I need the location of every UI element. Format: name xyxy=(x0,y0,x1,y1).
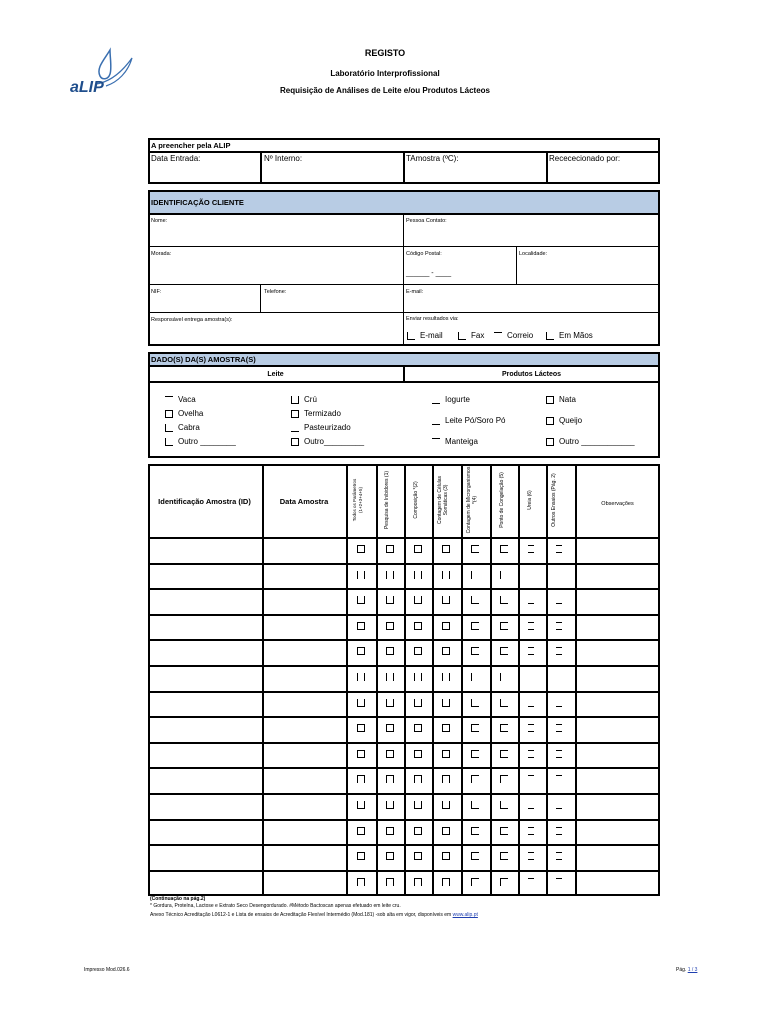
checkbox-icon[interactable] xyxy=(357,622,365,630)
table-row[interactable] xyxy=(148,844,660,870)
numero-interno-field[interactable]: Nº Interno: xyxy=(264,154,303,163)
checkbox-icon[interactable] xyxy=(458,332,466,340)
via-em-maos-option[interactable]: Em Mãos xyxy=(546,331,593,341)
checkbox-icon[interactable] xyxy=(357,571,365,579)
checkbox-icon[interactable] xyxy=(414,699,422,707)
checkbox-icon[interactable] xyxy=(556,596,562,604)
checkbox-icon[interactable] xyxy=(471,647,479,655)
table-row[interactable] xyxy=(148,614,660,640)
checkbox-icon[interactable] xyxy=(386,801,394,809)
checkbox-icon[interactable] xyxy=(528,622,534,630)
header-microrganismos: Contagem de Microrganismos *(4) xyxy=(466,466,478,534)
checkbox-icon[interactable] xyxy=(357,724,365,732)
checkbox-icon[interactable] xyxy=(357,647,365,655)
table-row[interactable] xyxy=(148,716,660,742)
checkbox-icon[interactable] xyxy=(442,724,450,732)
footnote-accreditation: Anexo Técnico Acreditação L0612-1 e Lista de ensaios de Acreditação Flexível Intermédio (Mod.181) -sob alta em vigor, disponíveis em www.alip.pt xyxy=(150,912,478,918)
lab-name: Laboratório Interprofissional xyxy=(330,69,440,78)
produtos-lacteos-header: Produtos Lácteos xyxy=(501,371,562,378)
checkbox-icon[interactable] xyxy=(442,596,450,604)
checkbox-icon[interactable] xyxy=(556,647,562,655)
localidade-field[interactable]: Localidade: xyxy=(519,251,548,257)
checkbox-icon[interactable] xyxy=(500,775,508,783)
col-data-amostra-header: Data Amostra xyxy=(279,497,329,506)
checkbox-icon[interactable] xyxy=(442,852,450,860)
checkbox-icon[interactable] xyxy=(528,827,534,835)
checkbox-icon[interactable] xyxy=(357,801,365,809)
checkbox-icon[interactable] xyxy=(414,852,422,860)
data-entrada-field[interactable]: Data Entrada: xyxy=(151,154,201,163)
checkbox-icon[interactable] xyxy=(556,775,562,783)
header-todos-parametros: Todos os Parâmetros (1+2+3+4+5) xyxy=(352,478,363,522)
checkbox-icon[interactable] xyxy=(500,545,508,553)
document-title: REGISTO xyxy=(364,48,406,58)
checkbox-icon[interactable] xyxy=(407,332,415,340)
via-fax-option[interactable]: Fax xyxy=(458,331,484,341)
checkbox-icon[interactable] xyxy=(386,852,394,860)
checkbox-icon[interactable] xyxy=(386,878,394,886)
checkbox-icon[interactable] xyxy=(528,596,534,604)
checkbox-icon[interactable] xyxy=(165,396,173,404)
leite-outro-option[interactable]: Outro ________ xyxy=(165,437,236,447)
checkbox-icon[interactable] xyxy=(471,852,479,860)
checkbox-icon[interactable] xyxy=(528,545,534,553)
header-celulas-somaticas: Contagem de Células Somáticas (3) xyxy=(437,475,449,525)
table-row[interactable] xyxy=(148,742,660,768)
temperatura-amostra-field[interactable]: TAmostra (ºC): xyxy=(406,154,459,163)
checkbox-icon[interactable] xyxy=(165,438,173,446)
checkbox-icon[interactable] xyxy=(471,827,479,835)
checkbox-icon[interactable] xyxy=(500,878,508,886)
alip-section-title: A preencher pela ALIP xyxy=(151,141,231,150)
logo-text: aLIP xyxy=(70,79,104,96)
checkbox-icon[interactable] xyxy=(471,545,479,553)
recepcionado-por-field[interactable]: Recececionado por: xyxy=(549,154,621,163)
table-row[interactable] xyxy=(148,537,660,563)
col-observacoes-header: Observações xyxy=(601,501,634,507)
checkbox-icon[interactable] xyxy=(442,750,450,758)
checkbox-icon[interactable] xyxy=(528,647,534,655)
checkbox-icon[interactable] xyxy=(414,622,422,630)
table-row[interactable] xyxy=(148,793,660,819)
checkbox-icon[interactable] xyxy=(546,417,554,425)
checkbox-icon[interactable] xyxy=(442,571,450,579)
checkbox-icon[interactable] xyxy=(414,775,422,783)
checkbox-icon[interactable] xyxy=(414,750,422,758)
checkbox-icon[interactable] xyxy=(414,801,422,809)
checkbox-icon[interactable] xyxy=(528,750,534,758)
checkbox-icon[interactable] xyxy=(386,545,394,553)
checkbox-icon[interactable] xyxy=(357,852,365,860)
produto-leite-po-option[interactable]: Leite Pó/Soro Pó xyxy=(432,416,505,426)
leite-cabra-option[interactable]: Cabra xyxy=(165,423,200,433)
checkbox-icon[interactable] xyxy=(500,750,508,758)
checkbox-icon[interactable] xyxy=(414,596,422,604)
checkbox-icon[interactable] xyxy=(357,775,365,783)
col-identificacao-header: Identificação Amostra (ID) xyxy=(158,497,251,506)
checkbox-icon[interactable] xyxy=(546,438,554,446)
header-pesquisa-inibidores: Pesquisa de Inibidores (1) xyxy=(384,470,390,530)
nif-field[interactable]: NIF: xyxy=(151,289,162,295)
produto-nata-option[interactable]: Nata xyxy=(546,395,576,405)
checkbox-icon[interactable] xyxy=(414,724,422,732)
leite-pasteurizado-option[interactable]: Pasteurizado xyxy=(291,423,351,433)
checkbox-icon[interactable] xyxy=(165,424,173,432)
table-row[interactable] xyxy=(148,639,660,665)
header-ureia: Ureia (6) xyxy=(527,490,533,510)
checkbox-icon[interactable] xyxy=(442,699,450,707)
checkbox-icon[interactable] xyxy=(432,396,440,404)
table-row[interactable] xyxy=(148,767,660,793)
checkbox-icon[interactable] xyxy=(291,424,299,432)
checkbox-icon[interactable] xyxy=(357,750,365,758)
produto-iogurte-option[interactable]: Iogurte xyxy=(432,395,470,405)
checkbox-icon[interactable] xyxy=(357,827,365,835)
checkbox-icon[interactable] xyxy=(471,571,479,579)
checkbox-icon[interactable] xyxy=(500,724,508,732)
checkbox-icon[interactable] xyxy=(291,438,299,446)
checkbox-icon[interactable] xyxy=(442,878,450,886)
checkbox-icon[interactable] xyxy=(442,673,450,681)
email-field[interactable]: E-mail: xyxy=(406,289,424,295)
checkbox-icon[interactable] xyxy=(528,852,534,860)
leite-header: Leite xyxy=(267,371,284,378)
enviar-resultados-label: Enviar resultados via: xyxy=(406,316,459,322)
nome-field[interactable]: Nome: xyxy=(151,218,168,224)
checkbox-icon[interactable] xyxy=(500,647,508,655)
leite-termizado-option[interactable]: Termizado xyxy=(291,409,341,419)
checkbox-icon[interactable] xyxy=(471,801,479,809)
morada-field[interactable]: Morada: xyxy=(151,251,172,257)
form-code: Impresso Mod.026.6 xyxy=(84,967,130,973)
checkbox-icon[interactable] xyxy=(471,775,479,783)
checkbox-icon[interactable] xyxy=(357,596,365,604)
checkbox-icon[interactable] xyxy=(386,750,394,758)
checkbox-icon[interactable] xyxy=(546,396,554,404)
checkbox-icon[interactable] xyxy=(357,673,365,681)
footnote-composition: * Gordura, Proteína, Lactose e Extrato Seco Desengordurado. #Método Bactoscan apenas efetuado em leite cru. xyxy=(150,903,401,909)
checkbox-icon[interactable] xyxy=(386,596,394,604)
checkbox-icon[interactable] xyxy=(432,438,440,446)
continuation-note: (Continuação na pág.2) xyxy=(150,896,206,902)
checkbox-icon[interactable] xyxy=(357,878,365,886)
checkbox-icon[interactable] xyxy=(386,775,394,783)
telefone-field[interactable]: Telefone: xyxy=(264,289,287,295)
checkbox-icon[interactable] xyxy=(357,699,365,707)
checkbox-icon[interactable] xyxy=(386,827,394,835)
checkbox-icon[interactable] xyxy=(556,750,562,758)
checkbox-icon[interactable] xyxy=(494,332,502,340)
checkbox-icon[interactable] xyxy=(471,750,479,758)
checkbox-icon[interactable] xyxy=(414,545,422,553)
codigo-postal-blank: ______ - ____ xyxy=(406,270,452,277)
checkbox-icon[interactable] xyxy=(386,571,394,579)
table-row[interactable] xyxy=(148,691,660,717)
checkbox-icon[interactable] xyxy=(432,417,440,425)
checkbox-icon[interactable] xyxy=(414,647,422,655)
via-correio-option[interactable]: Correio xyxy=(494,331,533,341)
header-ponto-congelacao: Ponto de Congelação (5) xyxy=(499,472,505,528)
table-row[interactable] xyxy=(148,870,660,896)
checkbox-icon[interactable] xyxy=(471,673,479,681)
checkbox-icon[interactable] xyxy=(556,699,562,707)
checkbox-icon[interactable] xyxy=(500,571,508,579)
checkbox-icon[interactable] xyxy=(442,827,450,835)
alip-website-link[interactable]: www.alip.pt xyxy=(452,912,478,918)
checkbox-icon[interactable] xyxy=(291,410,299,418)
via-email-option[interactable]: E-mail xyxy=(407,331,443,341)
checkbox-icon[interactable] xyxy=(546,332,554,340)
pessoa-contato-field[interactable]: Pessoa Contato: xyxy=(406,218,447,224)
checkbox-icon[interactable] xyxy=(386,724,394,732)
checkbox-icon[interactable] xyxy=(500,827,508,835)
checkbox-icon[interactable] xyxy=(386,673,394,681)
checkbox-icon[interactable] xyxy=(556,852,562,860)
checkbox-icon[interactable] xyxy=(357,545,365,553)
produto-manteiga-option[interactable]: Manteiga xyxy=(432,437,478,447)
checkbox-icon[interactable] xyxy=(414,571,422,579)
checkbox-icon[interactable] xyxy=(386,647,394,655)
leite-ovelha-option[interactable]: Ovelha xyxy=(165,409,203,419)
responsavel-field[interactable]: Responsável entrega amostra(s): xyxy=(151,317,233,323)
checkbox-icon[interactable] xyxy=(528,775,534,783)
checkbox-icon[interactable] xyxy=(414,878,422,886)
page-number: Pág. 1 / 3 xyxy=(676,967,698,973)
checkbox-icon[interactable] xyxy=(442,622,450,630)
checkbox-icon[interactable] xyxy=(556,878,562,886)
checkbox-icon[interactable] xyxy=(528,801,534,809)
leite-outro-tratamento-option[interactable]: Outro_________ xyxy=(291,437,364,447)
checkbox-icon[interactable] xyxy=(165,410,173,418)
form-title: Requisição de Análises de Leite e/ou Produtos Lácteos xyxy=(280,86,490,95)
checkbox-icon[interactable] xyxy=(471,622,479,630)
table-row[interactable] xyxy=(148,819,660,845)
checkbox-icon[interactable] xyxy=(556,545,562,553)
checkbox-icon[interactable] xyxy=(386,622,394,630)
checkbox-icon[interactable] xyxy=(556,827,562,835)
checkbox-icon[interactable] xyxy=(442,775,450,783)
checkbox-icon[interactable] xyxy=(442,647,450,655)
checkbox-icon[interactable] xyxy=(556,622,562,630)
produto-queijo-option[interactable]: Queijo xyxy=(546,416,582,426)
checkbox-icon[interactable] xyxy=(500,673,508,681)
checkbox-icon[interactable] xyxy=(500,699,508,707)
header-composicao: Composição *(2) xyxy=(413,481,419,519)
checkbox-icon[interactable] xyxy=(471,724,479,732)
checkbox-icon[interactable] xyxy=(556,724,562,732)
checkbox-icon[interactable] xyxy=(442,545,450,553)
codigo-postal-field[interactable]: Código Postal: xyxy=(406,251,442,257)
checkbox-icon[interactable] xyxy=(528,878,534,886)
checkbox-icon[interactable] xyxy=(386,699,394,707)
leite-cru-option[interactable]: Crú xyxy=(291,395,317,405)
checkbox-icon[interactable] xyxy=(500,622,508,630)
checkbox-icon[interactable] xyxy=(500,801,508,809)
checkbox-icon[interactable] xyxy=(414,673,422,681)
table-row[interactable] xyxy=(148,665,660,691)
sample-section-title: DADO(S) DA(S) AMOSTRA(S) xyxy=(151,355,256,364)
checkbox-icon[interactable] xyxy=(556,801,562,809)
checkbox-icon[interactable] xyxy=(528,724,534,732)
table-row[interactable] xyxy=(148,563,660,589)
checkbox-icon[interactable] xyxy=(500,852,508,860)
checkbox-icon[interactable] xyxy=(528,699,534,707)
leite-vaca-option[interactable]: Vaca xyxy=(165,395,196,405)
header-outros-ensaios: Outros Ensaios (Pág. 2) xyxy=(551,473,557,527)
checkbox-icon[interactable] xyxy=(500,596,508,604)
checkbox-icon[interactable] xyxy=(442,801,450,809)
checkbox-icon[interactable] xyxy=(471,878,479,886)
produto-outro-option[interactable]: Outro ____________ xyxy=(546,437,635,447)
table-row[interactable] xyxy=(148,588,660,614)
checkbox-icon[interactable] xyxy=(471,699,479,707)
checkbox-icon[interactable] xyxy=(291,396,299,404)
checkbox-icon[interactable] xyxy=(414,827,422,835)
client-section-title: IDENTIFICAÇÃO CLIENTE xyxy=(151,198,244,207)
checkbox-icon[interactable] xyxy=(471,596,479,604)
